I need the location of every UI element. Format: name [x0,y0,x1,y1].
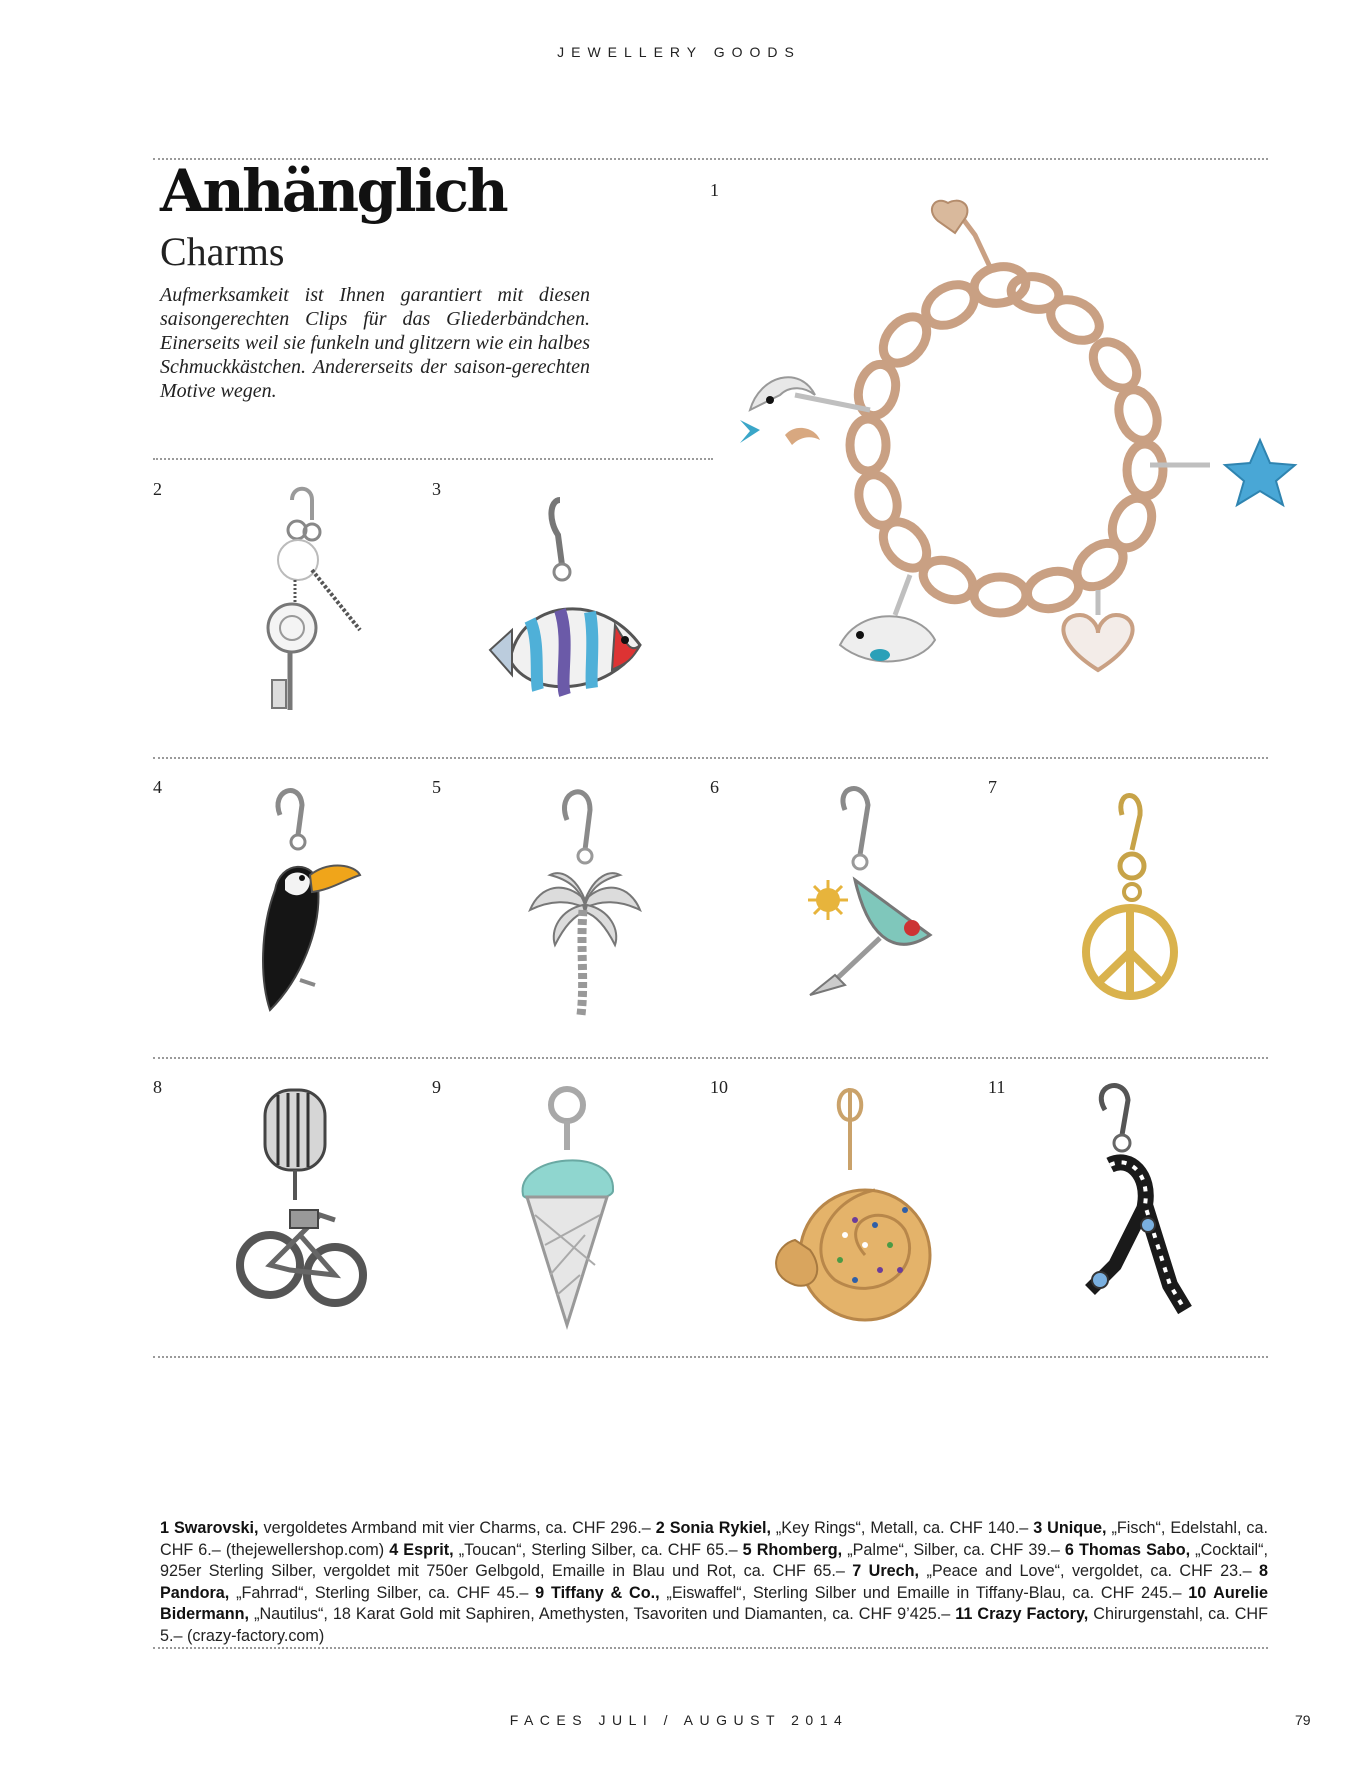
bicycle-charm-illustration [230,1075,370,1335]
credit-brand: Urech, [868,1562,920,1580]
key-rings-illustration [250,480,370,730]
credit-details: „Fisch“, Edelstahl, ca. CHF 6.– (thejewellershop.com) [160,1519,1269,1559]
toucan-charm-illustration [240,780,370,1030]
credit-brand: 6 [1064,1540,1074,1559]
nautilus-charm-illustration [755,1080,945,1330]
credit-brand: Esprit, [403,1540,454,1559]
running-head: JEWELLERY GOODS [557,44,801,60]
credit-details: Chirurgenstahl, ca. CHF 5.– (crazy-factory.com) [160,1605,1268,1645]
credit-details: „Nautilus“, 18 Karat Gold mit Saphiren, Amethysten, Tsavoriten und Diamanten, ca. CHF 9’425.– [249,1605,956,1623]
credit-brand: 11 [955,1605,973,1623]
credit-brand: Rhomberg, [756,1540,843,1559]
credit-brand: Crazy Factory, [977,1605,1089,1623]
credit-brand: 1 [160,1519,170,1537]
credit-brand: Pandora, [160,1583,230,1602]
credit-brand: 8 [1258,1562,1268,1580]
credit-details: „Palme“, Silber, ca. CHF 39.– [842,1540,1065,1559]
rule-credits [153,1647,1268,1649]
credit-7 [852,1562,1259,1580]
item-number-4: 4 [153,777,162,797]
fish-charm-illustration [490,490,650,720]
credit-details: „Key Rings“, Metall, ca. CHF 140.– [770,1519,1034,1537]
credit-brand: 4 [389,1540,399,1559]
credit-details: „Eiswaffel“, Sterling Silber und Emaille in Tiffany-Blau, ca. CHF 245.– [659,1583,1189,1602]
item-number-6: 6 [710,777,719,797]
footer-magazine: FACES JULI / AUGUST 2014 [509,1712,849,1728]
credit-brand: Thomas Sabo, [1078,1540,1191,1559]
item-number-11: 11 [988,1077,1006,1097]
item-number-5: 5 [432,777,441,797]
credit-details: „Toucan“, Sterling Silber, ca. CHF 65.– [453,1540,743,1559]
credit-brand: Unique, [1047,1519,1107,1537]
item-number-8: 8 [153,1077,162,1097]
item-number-2: 2 [153,479,162,499]
item-number-7: 7 [988,777,997,797]
ice-cream-charm-illustration [505,1075,635,1335]
rule-row4 [153,1356,1268,1358]
article-title: Anhänglich [160,157,507,225]
credit-details: vergoldetes Armband mit vier Charms, ca. CHF 296.– [258,1519,656,1537]
page-number: 79 [1295,1712,1311,1728]
rule-row2 [153,757,1268,759]
article-intro: Aufmerksamkeit ist Ihnen garantiert mit diesen saisongerechten Clips für das Gliederbändchen. Einerseits weil sie funkeln und glitzern wie ein halbes Schmuckkästchen. Andererseits der saison-gerechten Motive wegen. [160,284,590,402]
credit-brand: 2 [655,1519,665,1537]
credit-details: „Peace and Love“, vergoldet, ca. CHF 23.– [919,1562,1259,1580]
credit-4 [389,1541,742,1559]
item-number-3: 3 [432,479,441,499]
item-number-1: 1 [710,180,719,200]
credit-brand: Sonia Rykiel, [669,1519,771,1537]
credit-details: „Cocktail“, 925er Sterling Silber, vergoldet mit 750er Gelbgold, Emaille in Blau und Rot, ca. CHF 65.– [160,1540,1269,1580]
peace-charm-illustration [1070,780,1190,1030]
credit-9 [535,1584,1188,1602]
credit-1 [160,1519,656,1537]
credit-details: „Fahrrad“, Sterling Silber, ca. CHF 45.– [229,1583,536,1602]
credit-2 [656,1519,1033,1537]
credit-brand: 10 [1188,1583,1207,1602]
credit-brand: 5 [742,1540,752,1559]
item-number-9: 9 [432,1077,441,1097]
credit-brand: Tiffany & Co., [550,1583,660,1602]
credits-paragraph [160,1518,1268,1647]
cocktail-charm-illustration [780,780,940,1030]
bracelet-illustration [720,195,1320,695]
item-number-10: 10 [710,1077,728,1097]
rule-row3 [153,1057,1268,1059]
article-subtitle: Charms [160,229,285,274]
credit-brand: Aurelie Bidermann, [160,1583,1269,1623]
credit-brand: 9 [535,1583,545,1602]
crazy-factory-charm-illustration [1060,1075,1210,1335]
credit-brand: 7 [852,1562,862,1580]
palm-charm-illustration [525,780,645,1030]
credit-brand: Swarovski, [173,1519,259,1537]
rule-intro [153,458,713,460]
credit-brand: 3 [1033,1519,1043,1537]
credit-5 [743,1541,1065,1559]
